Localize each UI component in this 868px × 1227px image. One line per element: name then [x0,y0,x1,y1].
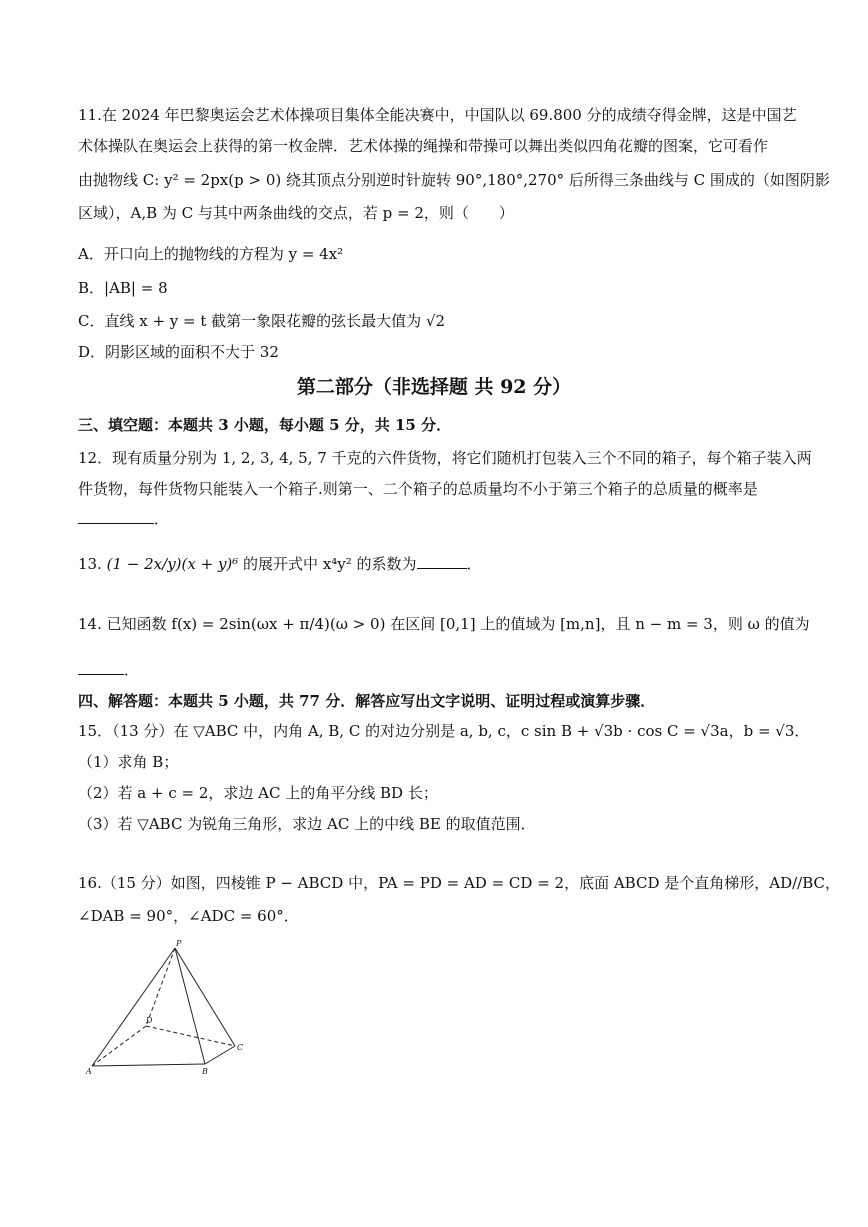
q13-line [78,554,482,574]
answer-blank [78,660,124,675]
q11-line3: 由抛物线 C: y² = 2px(p > 0) 绕其顶点分别逆时针旋转 90°,180°,270° 后所得三条曲线与 C 围成的（如图阴影 [78,171,830,189]
q11-line1: 11.在 2024 年巴黎奥运会艺术体操项目集体全能决赛中，中国队以 69.800 分的成绩夺得金牌，这是中国艺 [78,106,797,124]
answer-blank [78,509,154,524]
edge-pb [175,948,205,1064]
edge-pd [146,948,175,1026]
q11-line2: 术体操队在奥运会上获得的第一枚金牌．艺术体操的绳操和带操可以舞出类似四角花瓣的图案，它可看作 [78,137,769,155]
q12-end: ． [154,510,170,528]
q11-line4: 区域），A,B 为 C 与其中两条曲线的交点，若 p = 2，则（ ） [78,204,514,222]
edge-pc [175,948,235,1046]
q14-line1: 14. 已知函数 f(x) = 2sin(ωx + π/4)(ω > 0) 在区间 [0,1] 上的值域为 [m,n]，且 n − m = 3，则 ω 的值为 [78,615,810,633]
label-b: B [202,1067,208,1076]
q12-line1: 12．现有质量分别为 1, 2, 3, 4, 5, 7 千克的六件货物，将它们随机打包装入三个不同的箱子，每个箱子装入两 [78,449,812,467]
q12-line2: 件货物，每件货物只能装入一个箱子.则第一、二个箱子的总质量均不小于第三个箱子的总质量的概率是 [78,480,758,498]
q15-line1: 15．（13 分）在 ▽ABC 中，内角 A, B, C 的对边分别是 a, b, c，c sin B + √3b · cos C = √3a，b = √3． [78,722,810,740]
q11-option-a: A．开口向上的抛物线的方程为 y = 4x² [78,245,344,263]
edge-ab [92,1064,205,1066]
label-c: C [237,1043,244,1052]
edge-pa [92,948,175,1066]
label-d: D [146,1016,153,1025]
q15-sub2: （2）若 a + c = 2，求边 AC 上的角平分线 BD 长； [78,784,438,802]
section4-heading: 四、解答题：本题共 5 小题，共 77 分．解答应写出文字说明、证明过程或演算步骤． [78,692,656,710]
q13-end: ． [466,555,482,573]
q11-option-c: C．直线 x + y = t 截第一象限花瓣的弦长最大值为 √2 [78,312,446,330]
edge-bc [205,1046,235,1064]
q13-text: 的展开式中 x⁴y² 的系数为 [238,555,417,573]
part2-title: 第二部分（非选择题 共 92 分） [296,376,572,398]
edge-dc [146,1026,235,1046]
q11-option-d: D．阴影区域的面积不大于 32 [78,343,279,361]
q12-line3 [78,509,169,529]
answer-blank [417,554,467,569]
q14-line2 [78,660,139,680]
q16-line1: 16.（15 分）如图，四棱锥 P − ABCD 中，PA = PD = AD = CD = 2，底面 ABCD 是个直角梯形，AD//BC， [78,874,840,892]
q15-sub1: （1）求角 B； [78,753,179,771]
label-p: P [176,939,182,948]
q13-expression: (1 − 2x/y)(x + y)⁶ [106,555,239,573]
pyramid-figure [80,938,260,1078]
label-a: A [86,1067,92,1076]
q14-end: ． [124,661,140,679]
q13-number: 13. [78,555,102,573]
q11-option-b: B．|AB| = 8 [78,279,168,297]
q15-sub3: （3）若 ▽ABC 为锐角三角形，求边 AC 上的中线 BE 的取值范围． [78,815,536,833]
q16-line2: ∠DAB = 90°，∠ADC = 60°． [78,907,299,925]
section3-heading: 三、填空题：本题共 3 小题，每小题 5 分，共 15 分． [78,416,452,434]
edge-ad [92,1026,146,1066]
